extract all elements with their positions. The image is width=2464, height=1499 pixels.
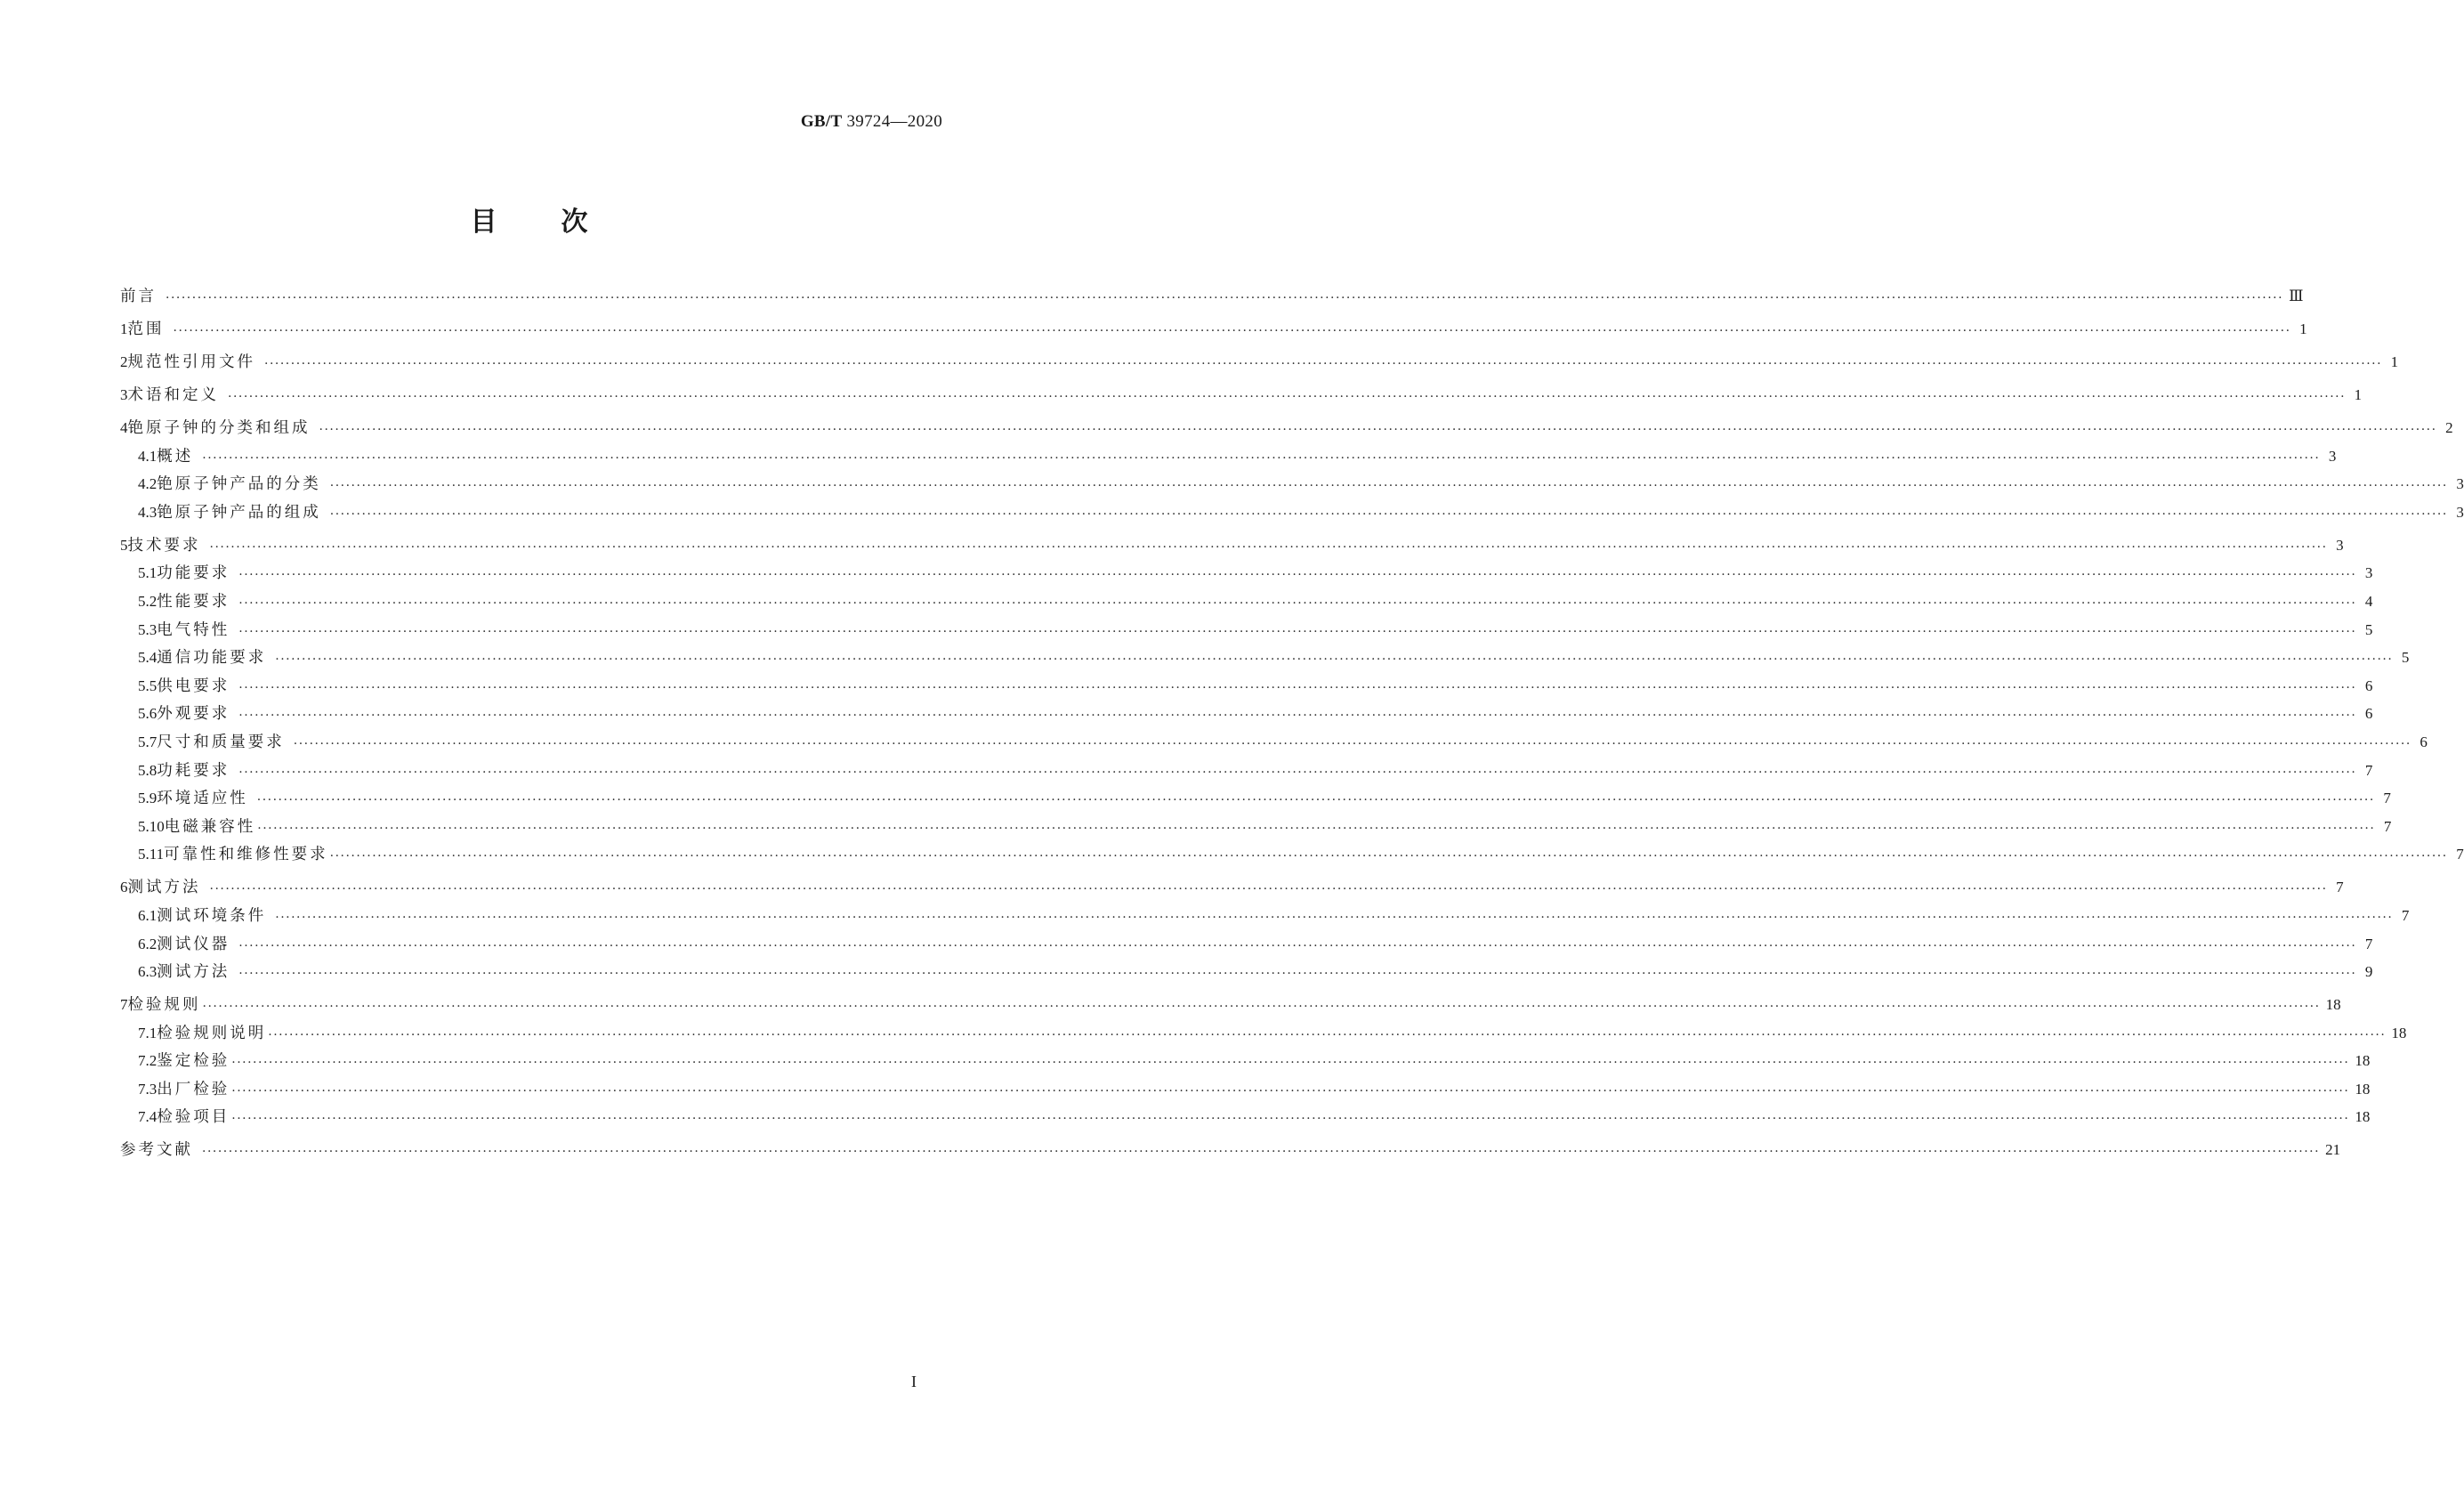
toc-dot-leader: ················································································································································································································································································································································································································	[202, 1145, 2321, 1160]
document-code-number: 39724—2020	[846, 112, 942, 131]
toc-entry[interactable]	[120, 781, 2391, 809]
toc-dot-leader: ················································································································································································································································································································································································································	[238, 709, 2357, 724]
toc-entry-page: 7	[2336, 879, 2344, 896]
toc-entry-number: 5.11	[138, 846, 165, 863]
toc-entry[interactable]	[120, 1043, 2371, 1072]
toc-dot-leader: ················································································································································································································································································································································································································	[238, 967, 2357, 982]
toc-entry-number: 5.10	[138, 817, 165, 835]
toc-entry-page: 3	[2456, 475, 2464, 493]
toc-entry-label: 出厂检验	[157, 1080, 230, 1098]
toc-dot-leader: ················································································································································································································································································································································································································	[228, 390, 2347, 404]
toc-dot-leader: ················································································································································································································································································································································································································	[268, 1027, 2387, 1042]
toc-entry-label: 技术要求	[127, 536, 201, 555]
toc-entry-label: 电气特性	[157, 620, 230, 639]
toc-entry-label: 铯原子钟产品的分类	[157, 475, 321, 494]
toc-entry-page: 5	[2364, 620, 2373, 638]
toc-entry-number: 4.3	[138, 503, 158, 521]
toc-entry-page: 6	[2364, 705, 2373, 723]
toc-entry-label: 参考文献	[120, 1141, 193, 1160]
toc-dot-leader: ················································································································································································································································································································································································································	[329, 849, 2448, 864]
toc-entry-page: 3	[2328, 447, 2337, 465]
toc-entry-page: 6	[2364, 677, 2373, 694]
toc-dot-leader: ················································································································································································································································································································································································································	[238, 568, 2357, 583]
document-code	[801, 112, 942, 132]
toc-entry-number: 3	[120, 386, 128, 403]
toc-entry[interactable]	[120, 612, 2373, 640]
toc-dot-leader: ················································································································································································································································································································································································································	[202, 450, 2321, 466]
toc-entry-number: 4	[120, 419, 128, 436]
toc-entry-label: 术语和定义	[127, 386, 219, 404]
toc-dot-leader: ················································································································································································································································································································································································································	[231, 1083, 2350, 1098]
toc-entry-page: 3	[2456, 503, 2464, 521]
toc-entry[interactable]	[120, 696, 2373, 725]
toc-dot-leader: ················································································································································································································································································································································································································	[329, 479, 2448, 494]
toc-entry-page: 18	[2355, 1052, 2371, 1070]
toc-entry-number: 5.2	[138, 592, 158, 610]
toc-entry-number: 6.1	[138, 906, 158, 924]
toc-entry-label: 铯原子钟产品的组成	[157, 503, 321, 522]
toc-dot-leader: ················································································································································································································································································································································································································	[329, 506, 2448, 522]
toc-dot-leader: ················································································································································································································································································································································································································	[238, 938, 2357, 953]
toc-entry-label: 测试仪器	[157, 935, 230, 953]
toc-entry-page: 7	[2383, 817, 2392, 835]
toc-dot-leader: ················································································································································································································································································································································································································	[202, 1000, 2321, 1015]
toc-entry-label: 概述	[157, 447, 194, 466]
toc-entry-label: 功能要求	[157, 564, 230, 583]
toc-dot-leader: ················································································································································································································································································································································································································	[264, 357, 2383, 371]
toc-entry-number: 7.4	[138, 1108, 158, 1126]
toc-entry-number: 5.4	[138, 649, 158, 667]
toc-entry-label: 尺寸和质量要求	[157, 733, 285, 751]
toc-entry[interactable]	[120, 339, 2399, 372]
toc-entry[interactable]	[120, 864, 2344, 897]
toc-entry[interactable]	[120, 438, 2337, 466]
toc-title	[0, 199, 1060, 239]
toc-entry-label: 鉴定检验	[157, 1052, 230, 1071]
toc-entry-page: 7	[2456, 846, 2464, 863]
toc-entry-number: 7.3	[138, 1080, 158, 1098]
toc-entry-label: 范围	[127, 320, 165, 338]
toc-dot-leader: ················································································································································································································································································································································································································	[238, 765, 2357, 780]
toc-entry[interactable]	[120, 466, 2464, 495]
toc-entry-number: 7.1	[138, 1024, 158, 1041]
toc-entry-number: 6.3	[138, 963, 158, 981]
toc-entry-number: 6.2	[138, 935, 158, 952]
toc-entry-label: 测试方法	[157, 963, 230, 982]
toc-entry-page: 21	[2325, 1141, 2341, 1159]
toc-entry-page: 18	[2355, 1108, 2371, 1126]
toc-entry-label: 可靠性和维修性要求	[164, 846, 328, 864]
toc-entry-page: Ⅲ	[2289, 288, 2304, 304]
toc-entry-number: 4.2	[138, 475, 158, 493]
table-of-contents	[120, 287, 2464, 1160]
toc-entry[interactable]	[120, 1127, 2341, 1160]
toc-entry-label: 前言	[120, 288, 157, 305]
toc-dot-leader: ················································································································································································································································································································································································································	[209, 882, 2328, 897]
toc-dot-leader: ················································································································································································································································································································································································································	[238, 624, 2357, 639]
toc-entry-number: 5.8	[138, 761, 158, 779]
toc-entry-number: 1	[120, 320, 128, 337]
toc-entry-label: 检验规则	[127, 996, 201, 1015]
toc-entry[interactable]	[120, 982, 2341, 1015]
toc-entry[interactable]	[120, 1099, 2371, 1128]
toc-entry-page: 18	[2325, 996, 2341, 1014]
toc-entry-page: 5	[2401, 649, 2410, 667]
toc-entry-page: 2	[2445, 419, 2453, 436]
toc-entry-label: 环境适应性	[157, 790, 248, 808]
toc-entry-page: 1	[2299, 320, 2307, 337]
toc-entry[interactable]	[120, 583, 2373, 612]
toc-entry-page: 18	[2355, 1080, 2371, 1098]
toc-dot-leader: ················································································································································································································································································································································································································	[275, 910, 2394, 925]
toc-entry[interactable]	[120, 954, 2373, 983]
toc-entry-number: 4.1	[138, 447, 158, 465]
toc-entry[interactable]	[120, 808, 2392, 837]
toc-entry-page: 4	[2364, 592, 2373, 610]
toc-entry-label: 测试方法	[127, 879, 201, 897]
toc-dot-leader: ················································································································································································································································································································································································································	[257, 821, 2376, 836]
toc-entry-label: 电磁兼容性	[164, 817, 256, 836]
toc-entry-number: 2	[120, 353, 128, 370]
page-number: I	[911, 1373, 917, 1390]
toc-dot-leader: ················································································································································································································································································································································································································	[166, 291, 2284, 305]
toc-title-char-1: 目	[470, 207, 499, 238]
toc-entry-number: 5.1	[138, 564, 158, 582]
toc-entry-number: 7.2	[138, 1052, 158, 1070]
toc-entry[interactable]	[120, 494, 2464, 523]
toc-entry-label: 检验规则说明	[157, 1024, 267, 1042]
toc-entry-number: 5.3	[138, 620, 158, 638]
toc-dot-leader: ················································································································································································································································································································································································································	[275, 652, 2394, 668]
toc-entry[interactable]	[120, 405, 2453, 438]
toc-entry-number: 5.5	[138, 677, 158, 694]
toc-dot-leader: ················································································································································································································································································································································································································	[173, 324, 2291, 338]
toc-entry-page: 1	[2354, 386, 2363, 403]
toc-entry-number: 6	[120, 879, 128, 896]
toc-entry[interactable]	[120, 306, 2307, 339]
toc-entry-page: 7	[2364, 935, 2373, 952]
toc-entry-page: 9	[2364, 963, 2373, 981]
toc-entry-number: 5.6	[138, 705, 158, 723]
toc-entry[interactable]	[120, 668, 2373, 696]
toc-entry-page: 7	[2401, 906, 2410, 924]
toc-entry-label: 检验项目	[157, 1108, 230, 1127]
toc-entry-page: 7	[2383, 790, 2391, 807]
toc-entry-label: 规范性引用文件	[127, 353, 255, 371]
toc-entry-label: 外观要求	[157, 705, 230, 724]
toc-entry[interactable]	[120, 640, 2410, 668]
toc-entry-number: 7	[120, 996, 128, 1014]
toc-dot-leader: ················································································································································································································································································································································································································	[238, 596, 2357, 611]
toc-entry-page: 1	[2390, 353, 2399, 370]
toc-entry[interactable]	[120, 724, 2428, 752]
toc-entry-label: 功耗要求	[157, 761, 230, 780]
toc-entry-page: 3	[2364, 564, 2373, 582]
toc-entry-number: 5.9	[138, 790, 158, 807]
toc-dot-leader: ················································································································································································································································································································································································································	[319, 423, 2437, 437]
toc-entry-page: 18	[2391, 1024, 2407, 1041]
document-code-prefix: GB/T	[800, 112, 843, 131]
toc-entry-number: 5	[120, 536, 128, 554]
toc-entry[interactable]	[120, 897, 2410, 926]
toc-entry[interactable]	[120, 555, 2373, 584]
toc-entry-page: 6	[2420, 733, 2428, 750]
toc-entry[interactable]	[120, 837, 2464, 865]
toc-entry-number: 5.7	[138, 733, 158, 750]
toc-entry-label: 测试环境条件	[157, 906, 267, 925]
toc-dot-leader: ················································································································································································································································································································································································································	[209, 539, 2328, 555]
toc-dot-leader: ················································································································································································································································································································································································································	[231, 1112, 2350, 1127]
toc-entry-label: 性能要求	[157, 592, 230, 611]
toc-entry[interactable]	[120, 926, 2373, 954]
toc-dot-leader: ················································································································································································································································································································································································································	[256, 793, 2375, 808]
toc-dot-leader: ················································································································································································································································································································································································································	[231, 1056, 2350, 1071]
toc-entry-label: 通信功能要求	[157, 649, 267, 668]
toc-entry[interactable]	[120, 372, 2363, 405]
toc-title-char-2: 次	[561, 207, 590, 238]
toc-entry-page: 7	[2364, 761, 2373, 779]
toc-dot-leader: ················································································································································································································································································································································································································	[238, 680, 2357, 695]
toc-entry-label: 供电要求	[157, 677, 230, 695]
toc-entry[interactable]	[120, 1071, 2371, 1099]
toc-entry[interactable]	[120, 523, 2344, 555]
toc-entry[interactable]	[120, 752, 2373, 781]
toc-dot-leader: ················································································································································································································································································································································································································	[293, 736, 2411, 751]
toc-entry[interactable]	[120, 287, 2304, 306]
toc-entry-label: 铯原子钟的分类和组成	[127, 419, 311, 437]
toc-entry-page: 3	[2336, 536, 2344, 554]
toc-entry[interactable]	[120, 1015, 2407, 1043]
